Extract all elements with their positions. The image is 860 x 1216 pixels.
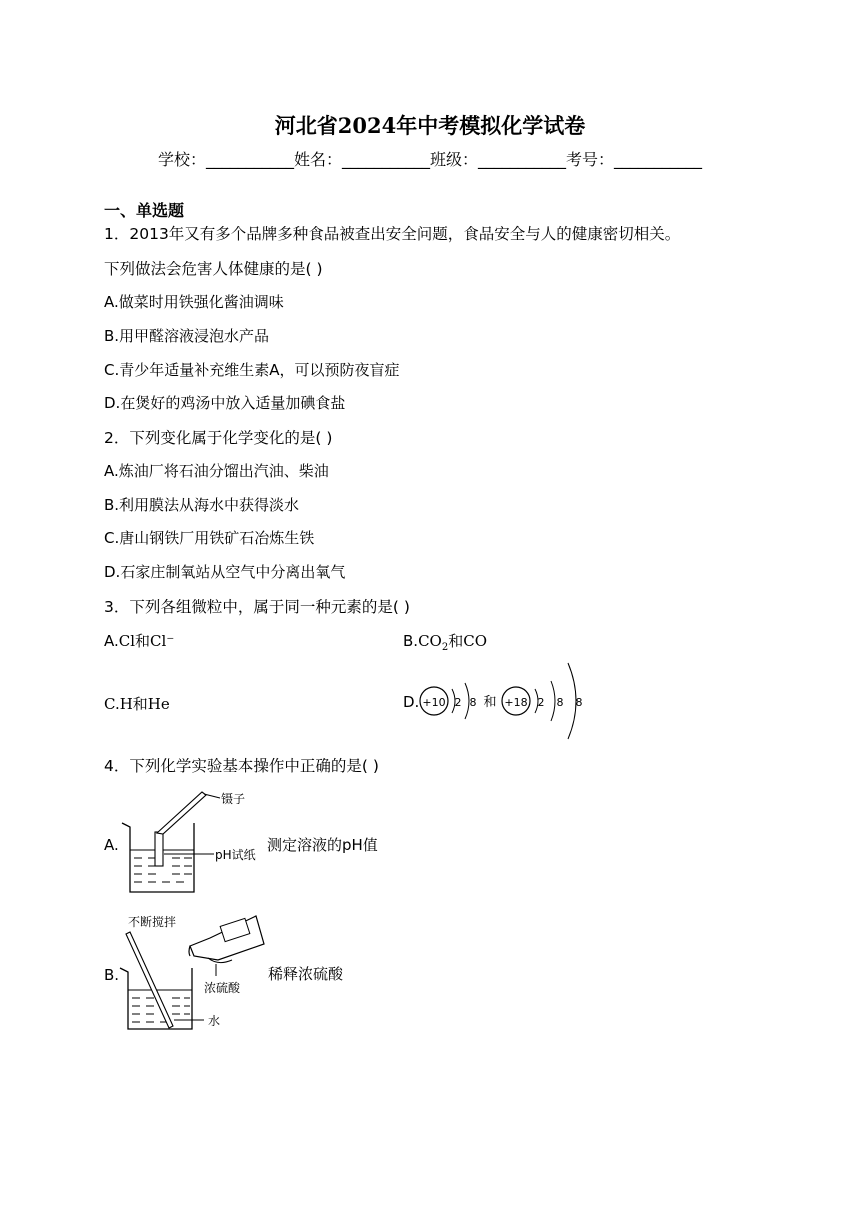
q3-option-b-co2: CO bbox=[418, 632, 442, 650]
q2-option-b: B.利用膜法从海水中获得淡水 bbox=[104, 496, 300, 514]
atom2-shell2-electrons: 8 bbox=[556, 696, 564, 709]
atom1-shell-arc-2 bbox=[465, 683, 469, 719]
atom1-shell1-electrons: 2 bbox=[454, 696, 462, 709]
q4-option-a-label: A. bbox=[104, 836, 119, 854]
atom1-shell2-electrons: 8 bbox=[469, 696, 477, 709]
q4-option-b-text: 稀释浓硫酸 bbox=[268, 965, 344, 983]
atom2-shell-arc-2 bbox=[551, 681, 555, 721]
section-title: 一、单选题 bbox=[104, 201, 185, 220]
ph-paper-label: pH试纸 bbox=[215, 848, 256, 862]
tweezers bbox=[157, 792, 206, 834]
water-label: 水 bbox=[208, 1014, 221, 1028]
atom2-shell3-electrons: 8 bbox=[575, 696, 583, 709]
q4-option-a-text: 测定溶液的pH值 bbox=[267, 836, 378, 854]
q3-option-a-label: A. bbox=[104, 632, 119, 650]
atom2-nucleus-charge: +18 bbox=[504, 696, 528, 709]
atom-structure-diagrams bbox=[418, 655, 598, 745]
q2-option-c: C.唐山钢铁厂用铁矿石冶炼生铁 bbox=[104, 529, 315, 547]
q3-option-b-label: B. bbox=[403, 632, 419, 650]
q3-option-a-formula: Cl和Cl⁻ bbox=[118, 632, 175, 650]
q1-option-b: B.用甲醛溶液浸泡水产品 bbox=[104, 327, 270, 345]
q2-option-a: A.炼油厂将石油分馏出汽油、柴油 bbox=[104, 462, 329, 480]
q1-option-a: A.做菜时用铁强化酱油调味 bbox=[104, 293, 284, 311]
atom2-shell1-electrons: 2 bbox=[537, 696, 545, 709]
q2-stem: 2．下列变化属于化学变化的是( ) bbox=[104, 429, 333, 447]
q1-stem-line2: 下列做法会危害人体健康的是( ) bbox=[104, 260, 323, 278]
q3-option-d-label: D. bbox=[403, 693, 420, 711]
q1-option-d: D.在煲好的鸡汤中放入适量加碘食盐 bbox=[104, 394, 346, 412]
q3-option-c-text: C.H和He bbox=[104, 695, 170, 713]
q2-option-d: D.石家庄制氧站从空气中分离出氧气 bbox=[104, 563, 346, 581]
q4-option-b-label: B. bbox=[104, 966, 120, 984]
tweezers-leader bbox=[204, 794, 220, 798]
q3-option-c bbox=[104, 693, 170, 714]
q4-stem: 4．下列化学实验基本操作中正确的是( ) bbox=[104, 757, 379, 775]
ph-paper bbox=[155, 832, 163, 866]
dilution-illustration bbox=[118, 908, 268, 1036]
stirring-label: 不断搅拌 bbox=[128, 915, 177, 929]
acid-label: 浓硫酸 bbox=[204, 981, 241, 995]
page-title: 河北省2024年中考模拟化学试卷 bbox=[274, 113, 586, 138]
q3-option-b-rest: 和CO bbox=[448, 632, 487, 650]
ph-test-illustration bbox=[118, 786, 268, 898]
q3-option-b bbox=[403, 630, 487, 653]
q3-option-a bbox=[104, 630, 174, 651]
student-info-line: 学校：___________姓名：___________班级：___________考号：___________ bbox=[157, 150, 702, 169]
tweezers-label: 镊子 bbox=[221, 792, 246, 806]
q1-stem-line1: 1．2013年又有多个品牌多种食品被查出安全问题，食品安全与人的健康密切相关。 bbox=[104, 225, 681, 243]
q1-option-c: C.青少年适量补充维生素A，可以预防夜盲症 bbox=[104, 361, 400, 379]
atom1-nucleus-charge: +10 bbox=[422, 696, 446, 709]
q3-option-b-subscript: 2 bbox=[441, 642, 449, 653]
bottle-mouth bbox=[189, 946, 190, 956]
q3-and-text: 和 bbox=[483, 695, 497, 710]
q3-stem: 3．下列各组微粒中，属于同一种元素的是( ) bbox=[104, 598, 410, 616]
